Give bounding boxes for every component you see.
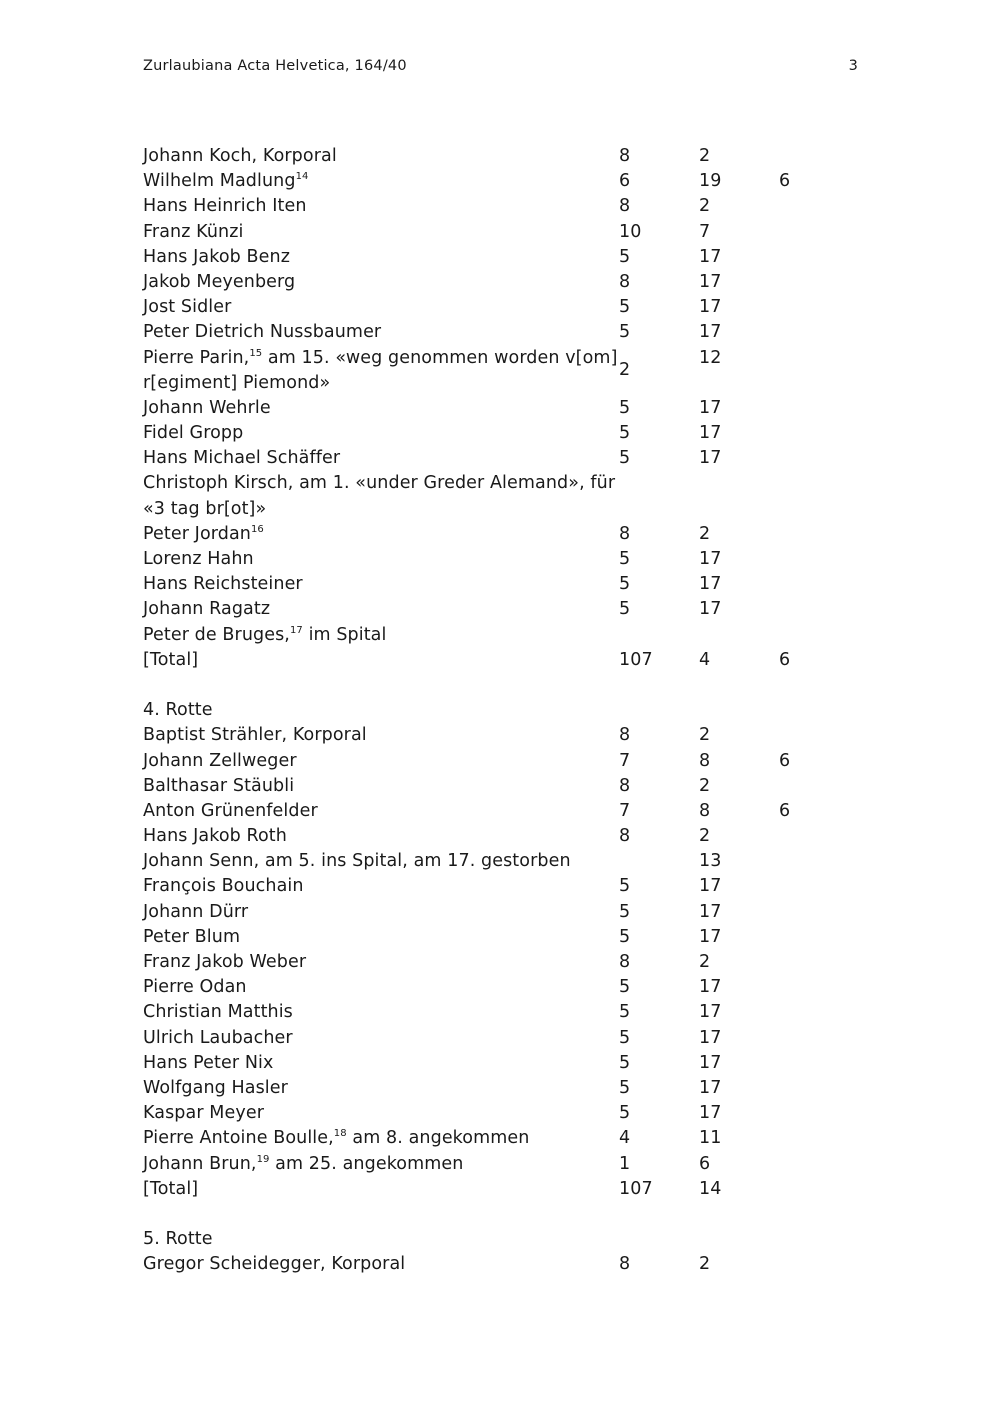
ledger-row (143, 320, 858, 345)
ledger-row (143, 1000, 858, 1025)
soldier-name: Lorenz Hahn (143, 549, 254, 570)
soldier-name: [Total] (143, 649, 199, 670)
soldier-name: Johann Dürr (143, 901, 249, 922)
amount-col-1: 8 (619, 1254, 631, 1275)
amount-col-2: 17 (699, 322, 722, 343)
footnote-ref: 16 (250, 523, 264, 535)
amount-col-2: 17 (699, 448, 722, 469)
ledger-row (143, 1101, 858, 1126)
amount-col-2: 17 (699, 599, 722, 620)
section-heading-text: 4. Rotte (143, 700, 213, 721)
soldier-name: Hans Heinrich Iten (143, 196, 307, 217)
amount-col-1: 5 (619, 574, 631, 595)
soldier-name: Franz Künzi (143, 221, 244, 242)
amount-col-2: 2 (699, 775, 711, 796)
amount-col-2: 12 (699, 347, 722, 368)
amount-col-3: 6 (779, 171, 791, 192)
amount-col-2: 7 (699, 221, 711, 242)
amount-col-1: 8 (619, 146, 631, 166)
soldier-name: François Bouchain (143, 876, 304, 897)
soldier-name: Gregor Scheidegger, Korporal (143, 1254, 406, 1275)
soldier-name: Peter Blum (143, 926, 241, 947)
amount-col-2: 17 (699, 574, 722, 595)
amount-col-2: 17 (699, 876, 722, 897)
ledger-row (143, 421, 858, 446)
amount-col-2: 17 (699, 1077, 722, 1098)
footnote-ref: 15 (249, 347, 263, 359)
amount-col-3: 6 (779, 800, 791, 821)
soldier-name: Ulrich Laubacher (143, 1027, 293, 1048)
amount-col-1: 8 (619, 271, 631, 292)
section-spacer (143, 1202, 858, 1227)
amount-col-1: 5 (619, 876, 631, 897)
ledger-row (143, 1051, 858, 1076)
amount-col-1: 5 (619, 246, 631, 267)
amount-col-1: 5 (619, 1002, 631, 1023)
soldier-name: Pierre Antoine Boulle,$^{18}$ am 8. angekommen (143, 1128, 530, 1149)
ledger-row (143, 597, 858, 622)
soldier-name: Wilhelm Madlung$^{14}$ (143, 171, 309, 192)
amount-col-2: 17 (699, 246, 722, 267)
ledger-row (143, 1177, 858, 1202)
ledger-row (143, 874, 858, 899)
soldier-name: Christian Matthis (143, 1002, 293, 1023)
amount-col-1: 107 (619, 649, 653, 670)
ledger-row (143, 648, 858, 673)
ledger-row (143, 194, 858, 219)
ledger-row (143, 169, 858, 194)
ledger-row (143, 824, 858, 849)
footnote-ref: 17 (289, 624, 303, 636)
amount-col-2: 6 (699, 1153, 711, 1174)
amount-col-1: 7 (619, 800, 631, 821)
ledger-row (143, 950, 858, 975)
amount-col-1: 10 (619, 221, 642, 242)
soldier-name: Jakob Meyenberg (143, 271, 296, 292)
soldier-name: Wolfgang Hasler (143, 1077, 288, 1098)
ledger-row (143, 799, 858, 824)
soldier-name: Johann Brun,$^{19}$ am 25. angekommen (143, 1153, 464, 1174)
amount-col-1: 8 (619, 196, 631, 217)
footnote-ref: 19 (256, 1153, 270, 1165)
soldier-name: Hans Jakob Benz (143, 246, 290, 267)
footnote-ref: 14 (295, 171, 309, 183)
amount-col-1: 5 (619, 1103, 631, 1124)
ledger-row (143, 749, 858, 774)
amount-col-1: 5 (619, 1077, 631, 1098)
amount-col-2: 17 (699, 901, 722, 922)
amount-col-2: 11 (699, 1128, 722, 1149)
amount-col-1: 8 (619, 725, 631, 746)
amount-col-2: 19 (699, 171, 722, 192)
amount-col-1: 5 (619, 322, 631, 343)
ledger-row (143, 774, 858, 799)
ledger-row (143, 849, 858, 874)
ledger-row (143, 547, 858, 572)
soldier-name: Pierre Odan (143, 977, 247, 998)
amount-col-1: 5 (619, 1027, 631, 1048)
amount-col-2: 17 (699, 549, 722, 570)
amount-col-2: 8 (699, 750, 711, 771)
section-spacer (143, 673, 858, 698)
soldier-name: Hans Jakob Roth (143, 826, 287, 847)
amount-col-1: 5 (619, 397, 631, 418)
amount-col-1: 5 (619, 549, 631, 570)
ledger-row (143, 471, 858, 521)
ledger-row (143, 723, 858, 748)
ledger-row (143, 1126, 858, 1151)
section-heading (143, 1227, 858, 1252)
amount-col-2: 17 (699, 397, 722, 418)
soldier-name: Kaspar Meyer (143, 1103, 264, 1124)
ledger-row (143, 900, 858, 925)
amount-col-1: 107 (619, 1178, 653, 1199)
soldier-name: Hans Reichsteiner (143, 574, 303, 595)
amount-col-1: 7 (619, 750, 631, 771)
ledger-row (143, 572, 858, 597)
amount-col-1: 2 (619, 359, 631, 380)
amount-col-1: 4 (619, 1128, 631, 1149)
soldier-name: Johann Senn, am 5. ins Spital, am 17. gestorben (143, 851, 571, 872)
soldier-name: Hans Peter Nix (143, 1052, 274, 1073)
soldier-name: Johann Zellweger (143, 750, 297, 771)
amount-col-2: 2 (699, 196, 711, 217)
amount-col-2: 17 (699, 423, 722, 444)
soldier-name: Hans Michael Schäffer (143, 448, 341, 469)
amount-col-1: 8 (619, 775, 631, 796)
soldier-name: Jost Sidler (143, 297, 232, 318)
amount-col-3: 6 (779, 750, 791, 771)
soldier-name: Peter Jordan$^{16}$ (143, 523, 264, 544)
amount-col-2: 14 (699, 1178, 722, 1199)
ledger-row (143, 1152, 858, 1177)
ledger-row (143, 396, 858, 421)
amount-col-1: 5 (619, 423, 631, 444)
soldier-name: Christoph Kirsch, am 1. «under Greder Alemand», für «3 tag br[ot]» (143, 473, 616, 519)
amount-col-2: 2 (699, 826, 711, 847)
amount-col-2: 17 (699, 1027, 722, 1048)
amount-col-2: 2 (699, 725, 711, 746)
soldier-name: [Total] (143, 1178, 199, 1199)
soldier-name: Franz Jakob Weber (143, 952, 307, 973)
ledger-row (143, 295, 858, 320)
ledger-row (143, 346, 858, 396)
amount-col-2: 2 (699, 146, 711, 166)
amount-col-3: 6 (779, 649, 791, 670)
ledger-row (143, 623, 858, 648)
amount-col-1: 5 (619, 297, 631, 318)
amount-col-2: 2 (699, 1254, 711, 1275)
ledger-row (143, 144, 858, 169)
amount-col-1: 5 (619, 977, 631, 998)
soldier-name: Pierre Parin,$^{15}$ am 15. «weg genommen worden v[om] r[egiment] Piemond» (143, 347, 618, 393)
amount-col-2: 2 (699, 523, 711, 544)
amount-col-1: 5 (619, 599, 631, 620)
amount-col-2: 8 (699, 800, 711, 821)
soldier-name: Peter Dietrich Nussbaumer (143, 322, 382, 343)
amount-col-2: 17 (699, 1103, 722, 1124)
soldier-name: Anton Grünenfelder (143, 800, 318, 821)
amount-col-1: 5 (619, 1052, 631, 1073)
section-heading (143, 698, 858, 723)
ledger-row (143, 522, 858, 547)
amount-col-1: 8 (619, 523, 631, 544)
soldier-name: Johann Ragatz (143, 599, 271, 620)
page-number: 3 (848, 58, 858, 74)
ledger-row (143, 925, 858, 950)
soldier-name: Baptist Strähler, Korporal (143, 725, 367, 746)
ledger-row (143, 1076, 858, 1101)
amount-col-2: 17 (699, 926, 722, 947)
ledger-content (143, 144, 858, 1277)
amount-col-1: 6 (619, 171, 631, 192)
soldier-name: Johann Koch, Korporal (143, 146, 337, 166)
document-title: Zurlaubiana Acta Helvetica, 164/40 (143, 58, 407, 74)
ledger-row (143, 220, 858, 245)
amount-col-1: 5 (619, 448, 631, 469)
amount-col-2: 17 (699, 1052, 722, 1073)
amount-col-1: 1 (619, 1153, 631, 1174)
amount-col-1: 5 (619, 901, 631, 922)
amount-col-1: 8 (619, 826, 631, 847)
ledger-row (143, 245, 858, 270)
amount-col-1: 5 (619, 926, 631, 947)
soldier-name: Johann Wehrle (143, 397, 271, 418)
amount-col-2: 2 (699, 952, 711, 973)
ledger-row (143, 1252, 858, 1277)
ledger-row (143, 446, 858, 471)
amount-col-2: 17 (699, 977, 722, 998)
footnote-ref: 18 (333, 1128, 347, 1140)
amount-col-2: 4 (699, 649, 711, 670)
amount-col-2: 17 (699, 297, 722, 318)
soldier-name: Balthasar Stäubli (143, 775, 295, 796)
ledger-row (143, 1026, 858, 1051)
amount-col-2: 17 (699, 1002, 722, 1023)
section-heading-text: 5. Rotte (143, 1229, 213, 1250)
ledger-row (143, 975, 858, 1000)
soldier-name: Peter de Bruges,$^{17}$ im Spital (143, 624, 387, 645)
soldier-name: Fidel Gropp (143, 423, 244, 444)
amount-col-1: 8 (619, 952, 631, 973)
ledger-row (143, 270, 858, 295)
amount-col-2: 13 (699, 851, 722, 872)
amount-col-2: 17 (699, 271, 722, 292)
